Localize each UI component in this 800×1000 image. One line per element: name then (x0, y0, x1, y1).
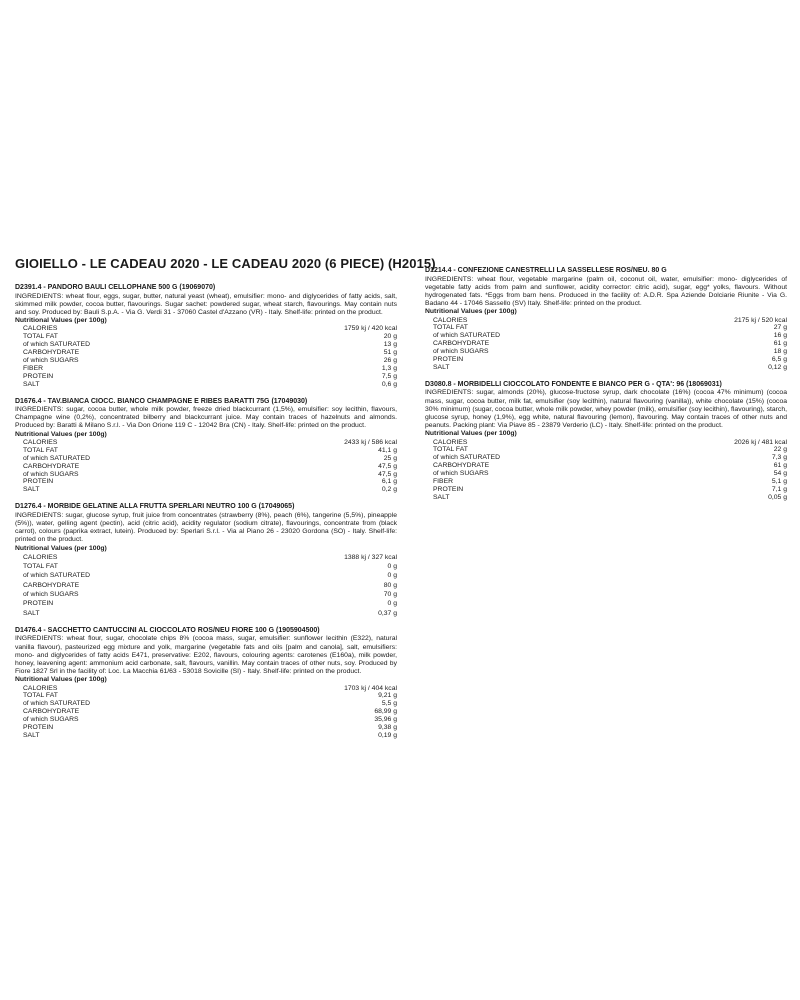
nutrient-value: 1703 kj / 404 kcal (344, 684, 397, 692)
nutrient-name: of which SUGARS (23, 590, 79, 598)
nutrient-value: 9,38 g (378, 724, 397, 732)
product-section (15, 627, 397, 740)
nutrient-value: 0,2 g (381, 486, 397, 494)
product-section (425, 381, 787, 502)
nutrition-table (15, 685, 397, 740)
nutrient-name: CALORIES (23, 325, 58, 333)
product-header: D3080.8 - MORBIDELLI CIOCCOLATO FONDENTE E BIANCO PER G - QTA': 96 (18069031) (425, 380, 722, 388)
nutrient-name: PROTEIN (23, 478, 54, 486)
nutrition-heading: Nutritional Values (per 100g) (15, 430, 107, 438)
product-section (425, 267, 787, 372)
ingredients-text: INGREDIENTS: sugar, almonds (20%), glucose-fructose syrup, dark chocolate (16%) (cocoa 47% minimum) (cocoa mass, sugar, cocoa butter, milk fat, emulsifier (soy lecithin), natural flavouring (vanilla)), white chocolate (15%) (cocoa 30% minimum) (sugar, cocoa butter, whole milk powder, whey powder (milk), emulsifier (soy lecithin), flavouring), starch, glucose syrup, honey (1,9%), egg white, natural flavouring (lemon), flavouring. May contain traces of other nuts and peanuts. Packing plant: Via Piave 85 - 23879 Verderio (LC) - Italy. Shelf-life: printed on the product. (425, 389, 787, 430)
nutrition-row (15, 381, 397, 389)
ingredients-text: INGREDIENTS: sugar, cocoa butter, whole milk powder, freeze dried blackcurrant (1,5%), emulsifier: soy lecithin, flavours, Champagne wine (0,2%), concentrated bilberry and blackcurrant juice. May contain traces of hazelnuts and almonds. Produced by: Baratti & Milano S.r.l. - Via Don Orione 119 C - 12042 Bra (CN) - Italy. Shelf-life: printed on the product. (15, 406, 397, 430)
nutrient-name: TOTAL FAT (23, 446, 58, 454)
nutrition-table (15, 553, 397, 618)
left-column (15, 284, 397, 749)
nutrient-value: 16 g (773, 332, 787, 340)
page-title: GIOIELLO - LE CADEAU 2020 - LE CADEAU 2020 (6 PIECE) (H2015) (15, 256, 436, 271)
nutrient-name: CALORIES (433, 438, 468, 446)
product-header: D1476.4 - SACCHETTO CANTUCCINI AL CIOCCOLATO ROS/NEU FIORE 100 G (1905904500) (15, 626, 320, 634)
nutrient-name: TOTAL FAT (433, 446, 468, 454)
nutrient-value: 27 g (773, 324, 787, 332)
nutrient-value: 0,6 g (381, 380, 397, 388)
nutrition-row (15, 571, 397, 580)
nutrient-value: 5,1 g (771, 478, 787, 486)
nutrition-row (15, 439, 397, 447)
nutrient-value: 0 g (387, 563, 397, 571)
nutrition-row (425, 439, 787, 447)
nutrient-value: 61 g (773, 462, 787, 470)
nutrition-row (15, 692, 397, 700)
nutrition-heading: Nutritional Values (per 100g) (15, 676, 107, 684)
nutrition-row (15, 486, 397, 494)
nutrition-row (425, 364, 787, 372)
nutrition-row (425, 446, 787, 454)
nutrition-row (15, 455, 397, 463)
nutrient-name: of which SATURATED (433, 332, 500, 340)
nutrient-value: 0,12 g (768, 363, 787, 371)
nutrient-name: SALT (433, 363, 450, 371)
nutrition-heading: Nutritional Values (per 100g) (15, 317, 107, 325)
nutrition-row (15, 553, 397, 562)
nutrient-name: CARBOHYDRATE (23, 349, 80, 357)
nutrient-value: 0,19 g (378, 731, 397, 739)
nutrient-name: of which SATURATED (23, 454, 90, 462)
nutrient-name: of which SATURATED (23, 700, 90, 708)
nutrient-name: of which SUGARS (23, 356, 79, 364)
nutrition-row (15, 716, 397, 724)
nutrient-name: of which SUGARS (433, 348, 489, 356)
nutrient-name: of which SATURATED (433, 454, 500, 462)
nutrition-row (15, 463, 397, 471)
nutrient-value: 0,05 g (768, 493, 787, 501)
nutrient-name: TOTAL FAT (23, 563, 58, 571)
nutrient-name: of which SUGARS (23, 716, 79, 724)
nutrition-row (425, 317, 787, 325)
nutrient-name: TOTAL FAT (23, 692, 58, 700)
product-header: D2391.4 - PANDORO BAULI CELLOPHANE 500 G (19069070) (15, 284, 216, 291)
nutrition-row (425, 494, 787, 502)
product-section (15, 503, 397, 618)
nutrition-row (15, 447, 397, 455)
nutrient-value: 68,99 g (374, 708, 397, 716)
nutrient-name: SALT (433, 493, 450, 501)
nutrient-value: 1388 kj / 327 kcal (344, 553, 397, 561)
nutrient-value: 7,3 g (771, 454, 787, 462)
nutrient-name: FIBER (23, 364, 44, 372)
nutrient-value: 22 g (773, 446, 787, 454)
nutrient-value: 9,21 g (378, 692, 397, 700)
nutrient-value: 25 g (383, 454, 397, 462)
nutrient-name: CARBOHYDRATE (23, 708, 80, 716)
nutrient-name: CARBOHYDRATE (23, 462, 80, 470)
nutrient-value: 35,96 g (374, 716, 397, 724)
nutrition-row (425, 470, 787, 478)
nutrition-row (425, 462, 787, 470)
nutrient-name: SALT (23, 486, 40, 494)
nutrient-name: PROTEIN (23, 724, 54, 732)
nutrient-value: 70 g (383, 590, 397, 598)
nutrition-row (15, 341, 397, 349)
nutrient-name: TOTAL FAT (433, 324, 468, 332)
nutrition-row (15, 581, 397, 590)
nutrient-name: SALT (23, 380, 40, 388)
nutrient-name: FIBER (433, 478, 454, 486)
nutrition-row (425, 340, 787, 348)
nutrient-value: 0 g (387, 600, 397, 608)
nutrient-name: of which SUGARS (433, 470, 489, 478)
product-header: D1214.4 - CONFEZIONE CANESTRELLI LA SASSELLESE ROS/NEU. 80 G (425, 267, 667, 274)
product-header: D1276.4 - MORBIDE GELATINE ALLA FRUTTA SPERLARI NEUTRO 100 G (17049065) (15, 503, 295, 511)
nutrition-row (15, 724, 397, 732)
nutrient-name: SALT (23, 609, 40, 617)
nutrient-value: 47,5 g (378, 470, 397, 478)
nutrition-heading: Nutritional Values (per 100g) (425, 308, 517, 316)
nutrient-value: 7,1 g (771, 486, 787, 494)
nutrient-value: 41,1 g (378, 446, 397, 454)
nutrient-name: CALORIES (23, 553, 58, 561)
nutrient-value: 1,3 g (381, 364, 397, 372)
nutrient-name: CARBOHYDRATE (23, 581, 80, 589)
right-column (425, 267, 787, 511)
nutrition-row (15, 478, 397, 486)
nutrition-row (425, 454, 787, 462)
nutrient-value: 26 g (383, 356, 397, 364)
nutrient-value: 80 g (383, 581, 397, 589)
product-section (15, 398, 397, 495)
nutrient-value: 7,5 g (381, 372, 397, 380)
nutrient-name: TOTAL FAT (23, 333, 58, 341)
ingredients-text: INGREDIENTS: wheat flour, vegetable margarine (palm oil, coconut oil, water, emulsifier: mono- diglycerides of vegetable fatty acids from palm and sunflower, acidity corrector: citric acid), sugar, egg* yolks, flavours. Without hydrogenated fats. *Eggs from barn hens. Produced in the facility of: A.D.R. Spa Aziende Dolciarie Riunite - Via G. Badano 44 - 17046 Sassello (SV) Italy. Shelf-life: printed on the product. (425, 275, 787, 308)
nutrition-row (425, 324, 787, 332)
nutrition-row (425, 356, 787, 364)
nutrition-heading: Nutritional Values (per 100g) (425, 430, 517, 438)
nutrition-row (15, 700, 397, 708)
nutrition-table (15, 325, 397, 388)
nutrition-row (15, 373, 397, 381)
nutrient-value: 13 g (383, 341, 397, 349)
nutrient-name: PROTEIN (23, 372, 54, 380)
nutrient-value: 6,5 g (771, 356, 787, 364)
nutrition-row (15, 590, 397, 599)
nutrient-value: 2433 kj / 586 kcal (344, 438, 397, 446)
nutrition-row (15, 357, 397, 365)
nutrition-table (15, 439, 397, 494)
nutrition-row (15, 325, 397, 333)
nutrition-table (425, 317, 787, 372)
nutrient-name: PROTEIN (23, 600, 54, 608)
nutrient-name: CALORIES (23, 438, 58, 446)
nutrition-row (15, 349, 397, 357)
nutrient-value: 61 g (773, 340, 787, 348)
nutrient-value: 54 g (773, 470, 787, 478)
nutrition-row (15, 333, 397, 341)
nutrient-value: 2026 kj / 481 kcal (734, 438, 787, 446)
nutrient-value: 51 g (383, 349, 397, 357)
nutrition-row (425, 486, 787, 494)
nutrient-name: PROTEIN (433, 486, 464, 494)
nutrition-table (425, 439, 787, 502)
nutrition-row (15, 732, 397, 740)
nutrient-name: of which SATURATED (23, 572, 90, 580)
nutrient-value: 2175 kj / 520 kcal (734, 316, 787, 324)
product-section (15, 284, 397, 389)
nutrient-name: CARBOHYDRATE (433, 462, 490, 470)
nutrient-name: PROTEIN (433, 356, 464, 364)
nutrition-row (425, 478, 787, 486)
nutrient-value: 5,5 g (381, 700, 397, 708)
nutrition-row (15, 609, 397, 618)
nutrient-value: 6,1 g (381, 478, 397, 486)
nutrient-name: CALORIES (23, 684, 58, 692)
nutrient-name: SALT (23, 731, 40, 739)
nutrition-heading: Nutritional Values (per 100g) (15, 544, 107, 552)
nutrition-row (425, 348, 787, 356)
nutrient-value: 20 g (383, 333, 397, 341)
ingredients-text: INGREDIENTS: wheat flour, eggs, sugar, butter, natural yeast (wheat), emulsifier: mono- and diglycerides of fatty acids, salt, skimmed milk powder, cocoa butter, flavourings. Sugar sachet: powdered sugar, wheat starch, flavourings. May contain nuts and soy. Produced by: Bauli S.p.A. - Via G. Verdi 31 - 37060 Castel d'Azzano (VR) - Italy. Shelf-life: printed on the product. (15, 292, 397, 316)
ingredients-text: INGREDIENTS: sugar, glucose syrup, fruit juice from concentrates (strawberry (8%), peach (6%), tangerine (5,5%), pineapple (5%)), water, gelling agent (pectin), acid (citric acid), acidity regulator (sodium citrate), flavourings, concentrate from (black carrot), colours (paprika extract, lutein). Produced by: Sperlari S.r.l. - Via al Piano 26 - 23020 Gordona (SO) - Italy. Shelf-life: printed on the product. (15, 511, 397, 544)
nutrient-name: CARBOHYDRATE (433, 340, 490, 348)
nutrition-row (425, 332, 787, 340)
nutrient-value: 1759 kj / 420 kcal (344, 325, 397, 333)
nutrient-value: 18 g (773, 348, 787, 356)
nutrition-row (15, 562, 397, 571)
nutrition-row (15, 599, 397, 608)
nutrient-name: CALORIES (433, 316, 468, 324)
nutrition-row (15, 471, 397, 479)
nutrient-value: 47,5 g (378, 462, 397, 470)
nutrition-row (15, 708, 397, 716)
nutrition-row (15, 365, 397, 373)
nutrition-row (15, 685, 397, 693)
nutrient-name: of which SATURATED (23, 341, 90, 349)
ingredients-text: INGREDIENTS: wheat flour, sugar, chocolate chips 8% (cocoa mass, sugar, emulsifier: sunflower lecithin (E322), natural vanilla flavour), pasteurized egg mixture and yolk, margarine (vegetable fats and oils [palm and canola], salt, emulsifiers: mono- and diglycerides of fatty acids E471, preservative: E202, flavours, colouring agents: carotenes (E160a), milk powder, honey, leavening agent: ammonium acid carbonate, salt, flavours, vanillin. May contain traces of other nuts, soy. Produced by Fiore 1827 Srl in the facility of: Loc. La Macchia 61/63 - 53018 Sovicille (SI) - Italy. Shelf-life: printed on the product. (15, 635, 397, 676)
nutrient-name: of which SUGARS (23, 470, 79, 478)
nutrient-value: 0 g (387, 572, 397, 580)
product-header: D1676.4 - TAV.BIANCA CIOCC. BIANCO CHAMPAGNE E RIBES BARATTI 75G (17049030) (15, 397, 308, 405)
nutrient-value: 0,37 g (378, 609, 397, 617)
